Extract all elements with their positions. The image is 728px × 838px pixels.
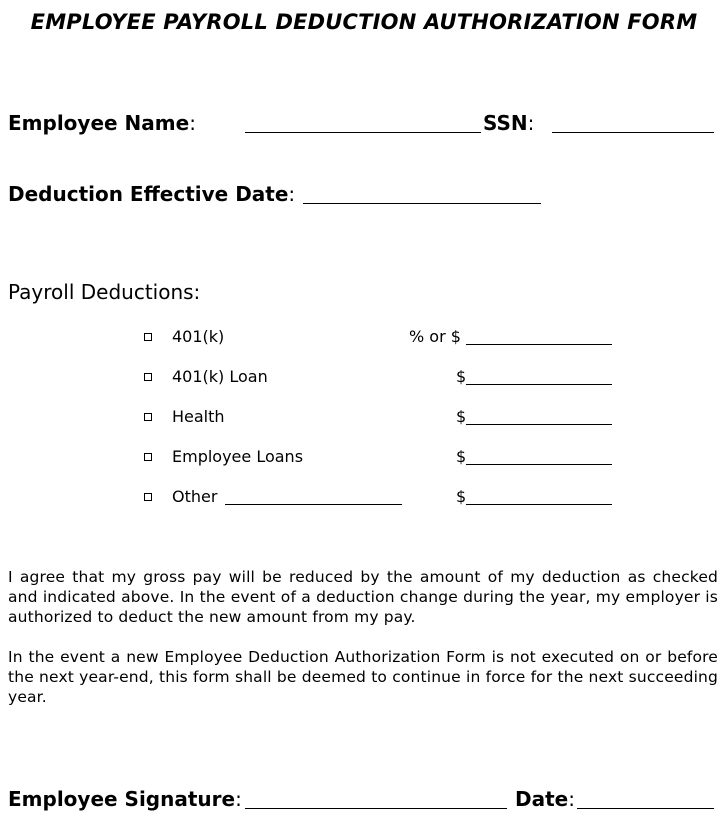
ssn-field[interactable] bbox=[552, 113, 714, 133]
deduction-label-employee-loans: Employee Loans bbox=[172, 447, 304, 466]
amount-prefix-401k: % or $ bbox=[409, 327, 461, 346]
other-description-field[interactable] bbox=[225, 488, 402, 505]
amount-prefix-employee-loans: $ bbox=[456, 447, 467, 466]
payroll-deductions-heading: Payroll Deductions: bbox=[8, 280, 201, 304]
continuation-paragraph: In the event a new Employee Deduction Authorization Form is not executed on or before the next year-end, this form shall be deemed to continue in force for the next succeeding year. bbox=[8, 648, 718, 706]
deduction-label-401k-loan: 401(k) Loan bbox=[172, 367, 268, 386]
amount-field-employee-loans[interactable] bbox=[466, 448, 612, 465]
deduction-label-health: Health bbox=[172, 407, 225, 426]
form-title: EMPLOYEE PAYROLL DEDUCTION AUTHORIZATION FORM bbox=[30, 10, 698, 34]
amount-field-health[interactable] bbox=[466, 408, 612, 425]
amount-field-401k-loan[interactable] bbox=[466, 368, 612, 385]
date-label: Date: bbox=[515, 787, 575, 811]
effective-date-label: Deduction Effective Date: bbox=[8, 182, 296, 206]
signature-label: Employee Signature: bbox=[8, 787, 242, 811]
employee-name-field[interactable] bbox=[245, 113, 481, 133]
ssn-label: SSN: bbox=[483, 111, 535, 135]
deduction-label-401k: 401(k) bbox=[172, 327, 225, 346]
date-field[interactable] bbox=[577, 789, 714, 809]
agreement-paragraph: I agree that my gross pay will be reduced by the amount of my deduction as checked and indicated above. In the event of a deduction change during the year, my employer is authorized to deduct the new amount from my pay. bbox=[8, 568, 718, 626]
amount-prefix-401k-loan: $ bbox=[456, 367, 467, 386]
deduction-label-other: Other bbox=[172, 487, 218, 506]
checkbox-401k-loan[interactable] bbox=[144, 373, 152, 381]
signature-field[interactable] bbox=[245, 789, 507, 809]
amount-field-401k[interactable] bbox=[466, 328, 612, 345]
checkbox-employee-loans[interactable] bbox=[144, 453, 152, 461]
effective-date-field[interactable] bbox=[303, 184, 541, 204]
amount-field-other[interactable] bbox=[466, 488, 612, 505]
checkbox-health[interactable] bbox=[144, 413, 152, 421]
employee-name-label: Employee Name: bbox=[8, 111, 196, 135]
amount-prefix-health: $ bbox=[456, 407, 467, 426]
checkbox-401k[interactable] bbox=[144, 333, 152, 341]
amount-prefix-other: $ bbox=[456, 487, 467, 506]
checkbox-other[interactable] bbox=[144, 493, 152, 501]
